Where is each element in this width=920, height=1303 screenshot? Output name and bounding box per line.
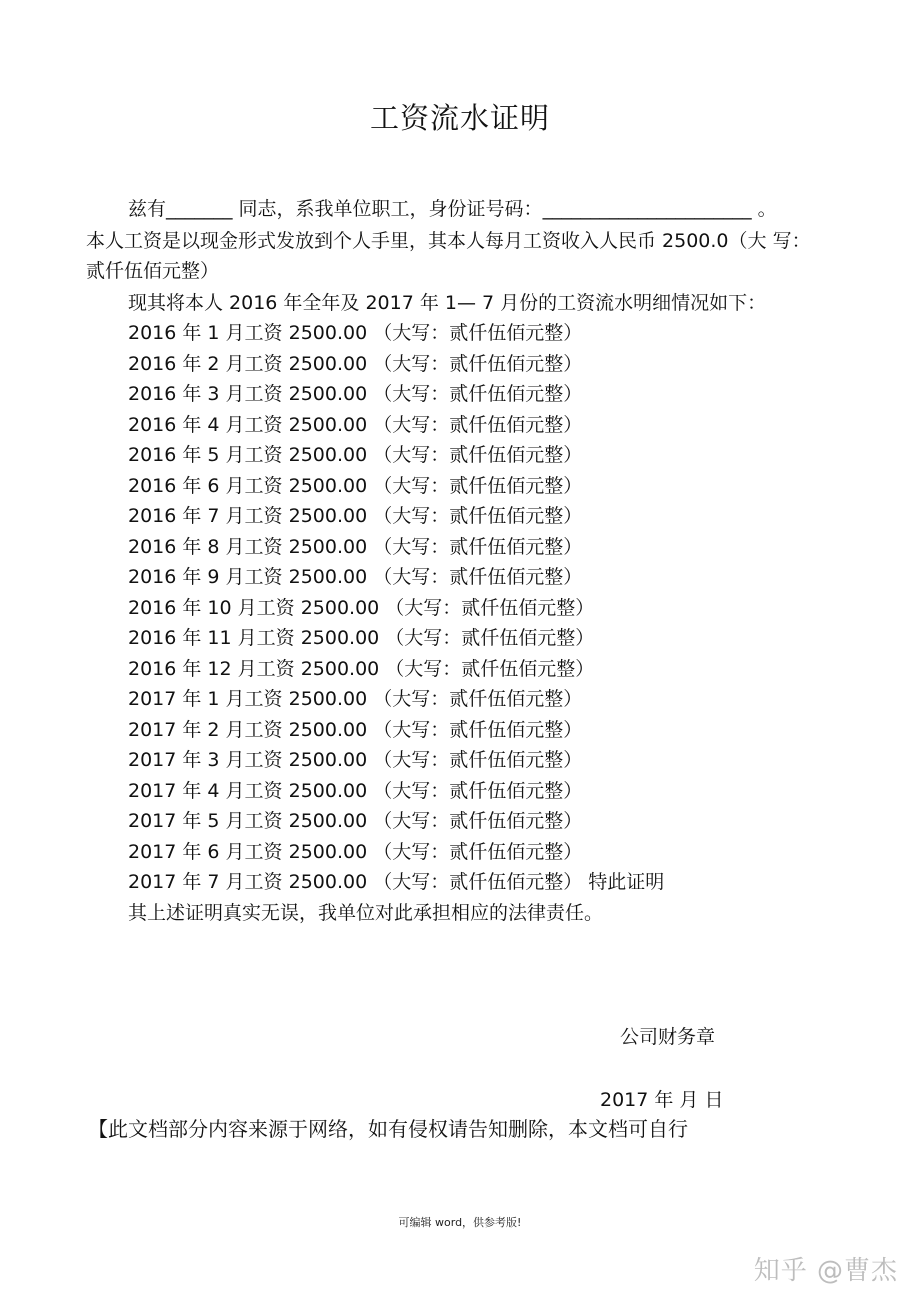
intro-line-2: 本人工资是以现金形式发放到个人手里，其本人每月工资收入人民币 2500.0（大 写： — [86, 230, 811, 252]
intro-line-3: 贰仟伍佰元整） — [86, 260, 220, 282]
salary-entry: 2016 年 7 月工资 2500.00 （大写：贰仟伍佰元整） — [128, 505, 583, 527]
salary-entry: 2017 年 6 月工资 2500.00 （大写：贰仟伍佰元整） — [128, 840, 583, 863]
intro-mid: 同志，系我单位职工，身份证号码： — [232, 198, 543, 220]
salary-entry: 2017 年 3 月工资 2500.00 （大写：贰仟伍佰元整） — [128, 749, 583, 771]
document-title: 工资流水证明 — [369, 101, 550, 135]
zhihu-watermark: 知乎 @曹杰 — [753, 1256, 898, 1286]
salary-entry: 2017 年 5 月工资 2500.00 （大写：贰仟伍佰元整） — [128, 810, 583, 832]
name-blank: _______ — [166, 198, 233, 220]
salary-entry: 2016 年 5 月工资 2500.00 （大写：贰仟伍佰元整） — [128, 444, 583, 466]
salary-entry: 2017 年 1 月工资 2500.00 （大写：贰仟伍佰元整） — [128, 688, 583, 710]
salary-entry: 2016 年 11 月工资 2500.00 （大写：贰仟伍佰元整） — [128, 627, 595, 649]
closing-statement: 其上述证明真实无误，我单位对此承担相应的法律责任。 — [128, 902, 604, 924]
salary-entry: 2017 年 2 月工资 2500.00 （大写：贰仟伍佰元整） — [128, 718, 583, 741]
salary-entry: 2016 年 2 月工资 2500.00 （大写：贰仟伍佰元整） — [128, 352, 583, 375]
salary-entry: 2016 年 9 月工资 2500.00 （大写：贰仟伍佰元整） — [128, 566, 583, 588]
salary-entry: 2016 年 10 月工资 2500.00 （大写：贰仟伍佰元整） — [128, 596, 595, 619]
id-number-blank: ______________________ — [542, 198, 752, 220]
salary-entry: 2017 年 4 月工资 2500.00 （大写：贰仟伍佰元整） — [128, 779, 583, 802]
salary-entry: 2016 年 6 月工资 2500.00 （大写：贰仟伍佰元整） — [128, 474, 583, 497]
lead-paragraph: 现其将本人 2016 年全年及 2017 年 1— 7 月份的工资流水明细情况如下： — [128, 292, 767, 314]
salary-entry: 2016 年 3 月工资 2500.00 （大写：贰仟伍佰元整） — [128, 383, 583, 405]
intro-end: 。 — [751, 198, 777, 220]
salary-entry: 2016 年 12 月工资 2500.00 （大写：贰仟伍佰元整） — [128, 657, 595, 680]
source-notice: 【此文档部分内容来源于网络，如有侵权请告知删除，本文档可自行 — [88, 1117, 688, 1141]
intro-prefix: 兹有 — [128, 198, 167, 220]
footer-note: 可编辑 word，供参考版! — [398, 1216, 522, 1229]
intro-line-1 — [128, 194, 777, 221]
salary-entry: 2016 年 1 月工资 2500.00 （大写：贰仟伍佰元整） — [128, 322, 583, 344]
salary-entry: 2017 年 7 月工资 2500.00 （大写：贰仟伍佰元整） 特此证明 — [128, 871, 665, 893]
date-line: 2017 年 月 日 — [600, 1089, 724, 1111]
salary-entry: 2016 年 4 月工资 2500.00 （大写：贰仟伍佰元整） — [128, 413, 583, 436]
company-seal-label: 公司财务章 — [620, 1026, 716, 1048]
salary-entry: 2016 年 8 月工资 2500.00 （大写：贰仟伍佰元整） — [128, 535, 583, 558]
